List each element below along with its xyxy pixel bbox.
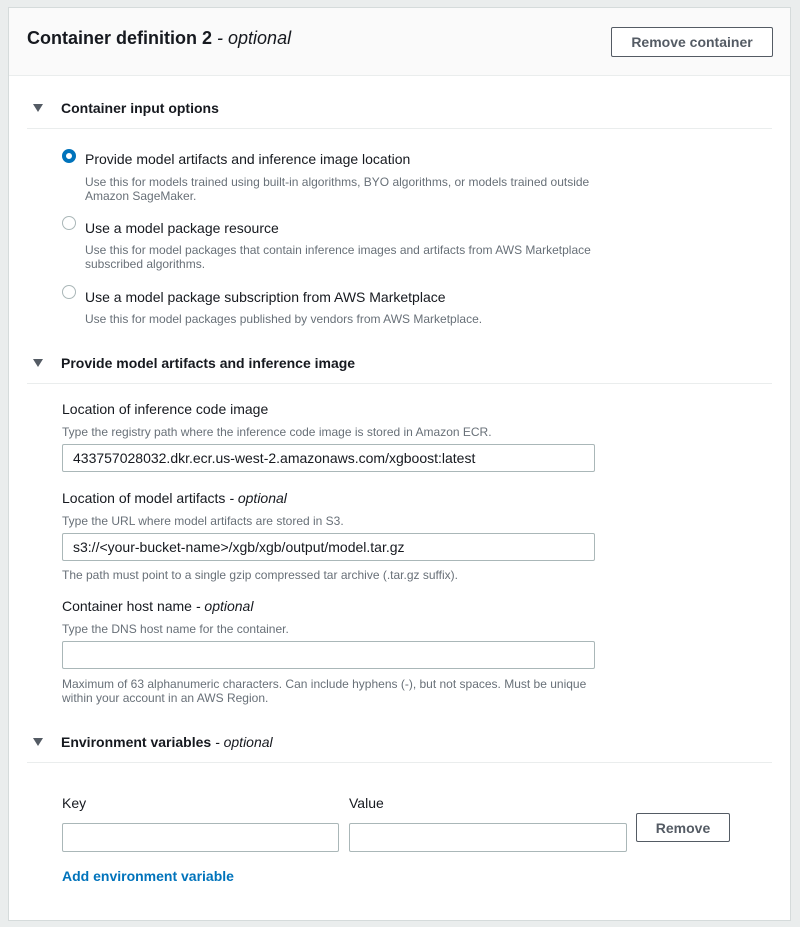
panel-header <box>9 8 790 76</box>
section-title: Environment variables - optional <box>61 734 273 750</box>
radio-label-model-package[interactable]: Use a model package resource <box>85 220 279 236</box>
optional-suffix: - optional <box>195 598 254 614</box>
model-artifacts-label: Location of model artifacts - optional <box>62 490 287 506</box>
radio-model-package[interactable] <box>62 216 76 230</box>
section-title: Provide model artifacts and inference image <box>61 355 356 371</box>
host-name-label: Container host name - optional <box>62 598 254 614</box>
radio-label-marketplace-subscription[interactable]: Use a model package subscription from AWS Marketplace <box>85 289 446 305</box>
model-artifacts-desc: Type the URL where model artifacts are stored in S3. <box>62 514 344 528</box>
section-container-input-options[interactable] <box>27 97 772 129</box>
caret-down-icon[interactable] <box>33 738 43 746</box>
page-title: Container definition 2 - optional <box>27 28 292 48</box>
radio-model-artifacts[interactable] <box>62 149 76 163</box>
caret-down-icon[interactable] <box>33 359 43 367</box>
container-definition-panel <box>8 7 791 921</box>
title-optional-suffix: - optional <box>217 28 292 48</box>
radio-desc-model-package: Use this for model packages that contain inference images and artifacts from AWS Marketplace subscribed algorithms. <box>85 243 591 271</box>
radio-desc-model-artifacts: Use this for models trained using built-in algorithms, BYO algorithms, or models trained outside Amazon SageMaker. <box>85 175 590 203</box>
add-environment-variable-link[interactable]: Add environment variable <box>62 868 234 884</box>
env-key-input[interactable] <box>62 823 339 852</box>
inference-image-input[interactable] <box>62 444 595 472</box>
env-value-label: Value <box>349 795 384 811</box>
remove-container-button[interactable]: Remove container <box>611 27 773 57</box>
host-name-input[interactable] <box>62 641 595 669</box>
env-value-input[interactable] <box>349 823 627 852</box>
env-key-label: Key <box>62 795 87 811</box>
radio-marketplace-subscription[interactable] <box>62 285 76 299</box>
host-name-desc: Type the DNS host name for the container. <box>62 622 289 636</box>
radio-desc-marketplace-subscription: Use this for model packages published by vendors from AWS Marketplace. <box>85 312 483 326</box>
section-environment-variables[interactable] <box>27 731 772 763</box>
caret-down-icon[interactable] <box>33 104 43 112</box>
inference-image-label: Location of inference code image <box>62 401 269 417</box>
optional-suffix: - optional <box>229 490 287 506</box>
host-name-hint: Maximum of 63 alphanumeric characters. Can include hyphens (-), but not spaces. Must be unique within your account in an AWS Region. <box>62 677 587 705</box>
optional-suffix: - optional <box>215 734 273 750</box>
radio-label-model-artifacts[interactable]: Provide model artifacts and inference image location <box>85 151 411 167</box>
section-model-artifacts[interactable] <box>27 352 772 384</box>
model-artifacts-hint: The path must point to a single gzip compressed tar archive (.tar.gz suffix). <box>62 568 458 582</box>
model-artifacts-input[interactable] <box>62 533 595 561</box>
inference-image-desc: Type the registry path where the inference code image is stored in Amazon ECR. <box>62 425 492 439</box>
section-title: Container input options <box>61 100 219 116</box>
env-remove-button[interactable]: Remove <box>636 813 730 842</box>
